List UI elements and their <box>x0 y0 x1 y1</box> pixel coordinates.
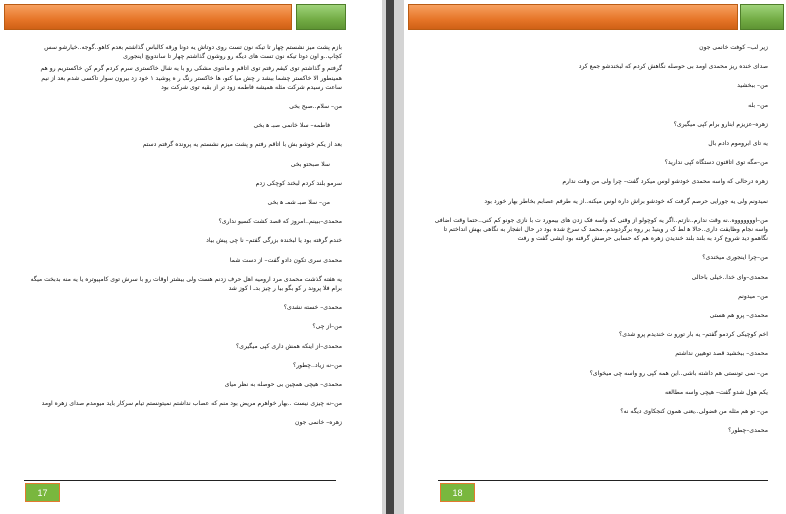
paragraph: یه هفته گذشت محمدی مرد اروميه اهل حرف زدنم هست ولی بیشتر اوقات رو با سرش توی کامپیوتره یا یه منه بدبخت میگه برام فلا پروند ر کو بگو بیا ر چیز بدـ ا کوز شد <box>30 275 342 293</box>
paragraph: محمدی– ببخشید قصد توهیین نداشتم <box>675 350 768 358</box>
page-18-text <box>428 43 768 445</box>
footer-rule <box>438 480 768 481</box>
paragraph: من–نه زیاد..چطور؟ <box>292 361 342 369</box>
paragraph: من– میدونم <box>738 292 768 300</box>
paragraph: نمیدونم ولی یه جورایی حرصم گرفت که خودشو براش داره لوس میکنه..از یه طرفم عصابم بخاطر بهار خورد بود <box>484 197 768 205</box>
paragraph: زهره– خانمی جون <box>295 419 342 427</box>
page-number: 17 <box>25 483 60 502</box>
page-18 <box>404 0 786 514</box>
paragraph: من– نمی تونستی هم داشته باشی..این همه کپی رو واسه چی میخوای؟ <box>589 369 768 377</box>
paragraph: محمدی– خسته نشدی؟ <box>283 304 342 312</box>
paragraph: محمدی–ببینم..امروز که قصد کشت کسیو نداری؟ <box>218 218 342 226</box>
paragraph: محمدی سری تکون دادو گفت– از دست شما <box>229 256 342 264</box>
paragraph: یه تای ابروموم دادم بال <box>708 140 768 148</box>
paragraph: فاطمه– سلا خانمی صبـ ﻫ بخی <box>253 122 330 130</box>
paragraph: محمدی– پرو هم هستی <box>709 312 768 320</box>
header-green-bar <box>296 4 346 30</box>
paragraph: من–نه چیزی نیست ..بهار خواهرم مریض بود منم که عصاب نداشتم نمیتونستم تیام سرکار باید میومدم صدای زهره اومد <box>41 400 342 408</box>
page-divider <box>386 0 394 514</box>
paragraph: محمدی–از اینکه همش داری کپی میگیری؟ <box>235 342 342 350</box>
page-17-text <box>24 43 342 438</box>
footer-rule <box>24 480 336 481</box>
paragraph: من– سلام..صبح بخی <box>289 103 342 111</box>
page-number: 18 <box>440 483 475 502</box>
paragraph: من– تو هم مثله من فضولی..یعنی همون کنجکاوی دیگه نه؟ <box>620 408 768 416</box>
paragraph: زهره–عزیزم ابنارو برام کپی میگیری؟ <box>673 120 768 128</box>
paragraph: اخم کوچیکی کردمو گفتم– یه بار تورو ت خندیدم پرو شدی؟ <box>618 331 768 339</box>
paragraph: من–از چی؟ <box>312 323 342 331</box>
paragraph: محمدی– هیچی همچین بی حوصله به نظر میای <box>224 381 342 389</box>
header-orange-bar <box>408 4 738 30</box>
header-orange-bar <box>4 4 292 30</box>
paragraph: سلا صبحتو بخی <box>290 160 330 168</box>
paragraph: من–اوووووووه..نه وقت ندارم..نازتم..اگر یه کوچولو از وقتی که واسه فک زدن های بیمورد ت با نازی جونو کم کنی..حتما وقت اضافی واسه نجام وظایفت داری..حالا ﻫ لط ک ر وینیڈ بر روه برگردوندم..محمد ک سرخ شده بود در حال انفجار به نگاهی بهش انداختم تا نگاهمو دید شروع کرد به بلند بلند خندیدن زهره هم که حسابی حرصش گرفته بود ایشی گفت و رفت <box>434 216 768 243</box>
paragraph: صدای خنده ریز محمدی اومد بی حوصله نگاهش کردم که لبخندشو جمع کرد <box>578 63 768 71</box>
paragraph: زهره درحالی که واسه محمدی خودشو لوس میکرد گفت– چرا ولی من وقت ندارم <box>562 178 768 186</box>
paragraph: یکم هول شدو گفت– هیچی واسه مطالعه <box>664 388 768 396</box>
paragraph: من– سلا صبـ شمـ ﻫ بخی <box>267 199 330 207</box>
paragraph: بعد از یکم خوشو بش با اتاقم رفتم و پشت میزم نشستم یه پرونده گرفتم دستم <box>142 141 342 149</box>
paragraph: بازم پشت میز نشستم چهار تا تیکه نون تست روی دوتاش یه دونا ورقه کالباس گذاشتم بعدم کاهو..گوجه..خیارشو سس کچاپ..و اون دوتا تیکه نون تست های دیگه رو روشون گذاشتم چهار تا ساندویچ اینجوری <box>44 44 342 61</box>
paragraph: زیر لب– کوفت خانمی جون <box>699 44 768 51</box>
paragraph: گرفتم و گذاشتم توی کیفم رفتم توی اتاقم و مانتوی مشکی رو با یه شال خاکستری سرم کردم گرم کن خاکستریم رو هم همینطور الا خاکستر چشما ببشد ر چش میا کتو، ها خاکستر رنگ ر ه پوشید ۱ خود زد بیرون سوار تاکسی شدم بعد از نیم ساعت رسیدم شرکت مثله همیشه فاطمه زود تر از بقیه توی شرکت بود <box>40 65 342 91</box>
page-17 <box>0 0 382 514</box>
paragraph: من–مگه توی اتاقتون دستگاه کپی ندارید؟ <box>664 159 768 167</box>
header-green-bar <box>740 4 784 30</box>
paragraph: خندم گرفته بود یا لبخنده بزرگی گفتم– نا چی پیش بیاد <box>206 237 342 245</box>
paragraph: من–چرا اینجوری میخندی؟ <box>702 254 768 262</box>
paragraph: سرمو بلند کردم لبخند کوچکی زدم <box>255 179 342 187</box>
paragraph: من– بله <box>748 101 768 109</box>
paragraph: محمدی–وای خدا..خیلی باحالی <box>691 273 768 281</box>
paragraph: من– ببخشید <box>737 82 768 90</box>
paragraph: محمدی–چطور؟ <box>728 427 768 435</box>
